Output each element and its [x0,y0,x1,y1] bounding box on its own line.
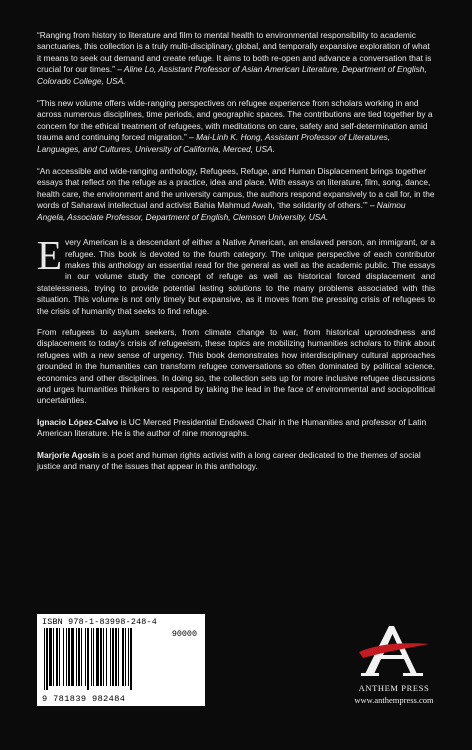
publisher-block [346,622,442,705]
endorsement-quote: “Ranging from history to literature and film to mental health to environmental responsibility to academic sanctuaries, this collection is a truly multi-disciplinary, global, and temporally expansive exploration of what it means to seek out demand and create refuge. It aims to both re-open and advance a conversation that is crucial for our times.” [37,30,432,75]
barcode-bars [42,628,160,690]
bio-name: Marjorie Agosín [37,449,100,460]
endorsements [37,30,435,223]
endorsement-1 [37,30,435,87]
endorsement-quote: “This new volume offers wide-ranging perspectives on refugee experience from scholars working in and across numerous disciplines, time periods, and geographic spaces. The contributions are tied together by a concern for the ethical treatment of refugees, with meditations on care, safety and self-determination amid trauma and continuing forced migration.” [37,98,433,143]
price-code: 90000 [171,629,197,639]
endorsement-attribution: – Naimou Angela, Associate Professor, Department of English, Clemson University, USA. [37,200,406,222]
endorsement-quote: “An accessible and wide-ranging anthology, Refugees, Refuge, and Human Displacement brings together essays that reflect on the refuge as a practice, idea and place. With essays on literature, film, song, dance, health care, the environment and the university campus, the authors respond expansively to a call for, in the words of Saharawi intellectual and activist Bahia Mahmud Awah, ‘the solidarity of others.’” [37,166,435,211]
bio-text: is a poet and human rights activist with a long career dedicated to the themes of social justice and many of the issues that appear in this anthology. [37,449,421,471]
isbn-barcode [37,614,205,706]
endorsement-attribution: – Aline Lo, Assistant Professor of Asian American Literature, Department of English, Colorado College, USA. [37,64,427,86]
endorsement-3 [37,166,435,223]
description-paragraph-2: From refugees to asylum seekers, from climate change to war, from historical uprootedness and displacement to today’s crisis of refugeeism, these topics are mobilizing humanities scholars to think about refugees with a new sense of urgency. This book demonstrates how interdisciplinary cultural approaches grounded in the humanities can transform refugee conversations so often dominated by political science, economics and other disciplines. In doing so, the collection sets up for more inclusive refugee discussions and urges humanities thinkers to respond by taking the lead in the face of environmental and sociopolitical uncertainties. [37,326,435,406]
publisher-url: www.anthempress.com [354,695,434,705]
description-paragraph-1 [37,232,435,317]
endorsement-attribution: – Mai-Linh K. Hong, Assistant Professor of Literatures, Languages, and Cultures, University of California, Merced, USA. [37,132,391,154]
anthem-press-logo-icon [357,622,431,680]
drop-cap: E [37,232,63,279]
bio-ignacio [37,417,435,440]
bio-text: is UC Merced Presidential Endowed Chair in the Humanities and professor of Latin American literature. He is the author of nine monographs. [37,416,427,439]
editor-bios [37,417,435,473]
publisher-name: ANTHEM PRESS [358,683,430,693]
description-text: very American is a descendant of either a Native American, an enslaved person, an immigrant, or a refugee. This book is devoted to the fourth category. The unique perspective of each contributor makes this anthology an essential read for the general as well as the academic public. The essays in our volume study the concept of refuge as well as historical forced displacement and statelessness, trying to provide potential lasting solutions to the many problems associated with this situation. This volume is not only timely but expansive, as it moves from the pressing crisis of refugees to the crisis of humanity that seeks to find refuge. [37,237,435,316]
bio-marjorie [37,450,435,473]
bio-name: Ignacio López-Calvo [37,416,119,427]
ean-digits: 9 781839 982484 [42,694,126,704]
endorsement-2 [37,98,435,155]
book-description [37,232,435,407]
isbn-label: ISBN 978-1-83998-248-4 [42,617,157,627]
